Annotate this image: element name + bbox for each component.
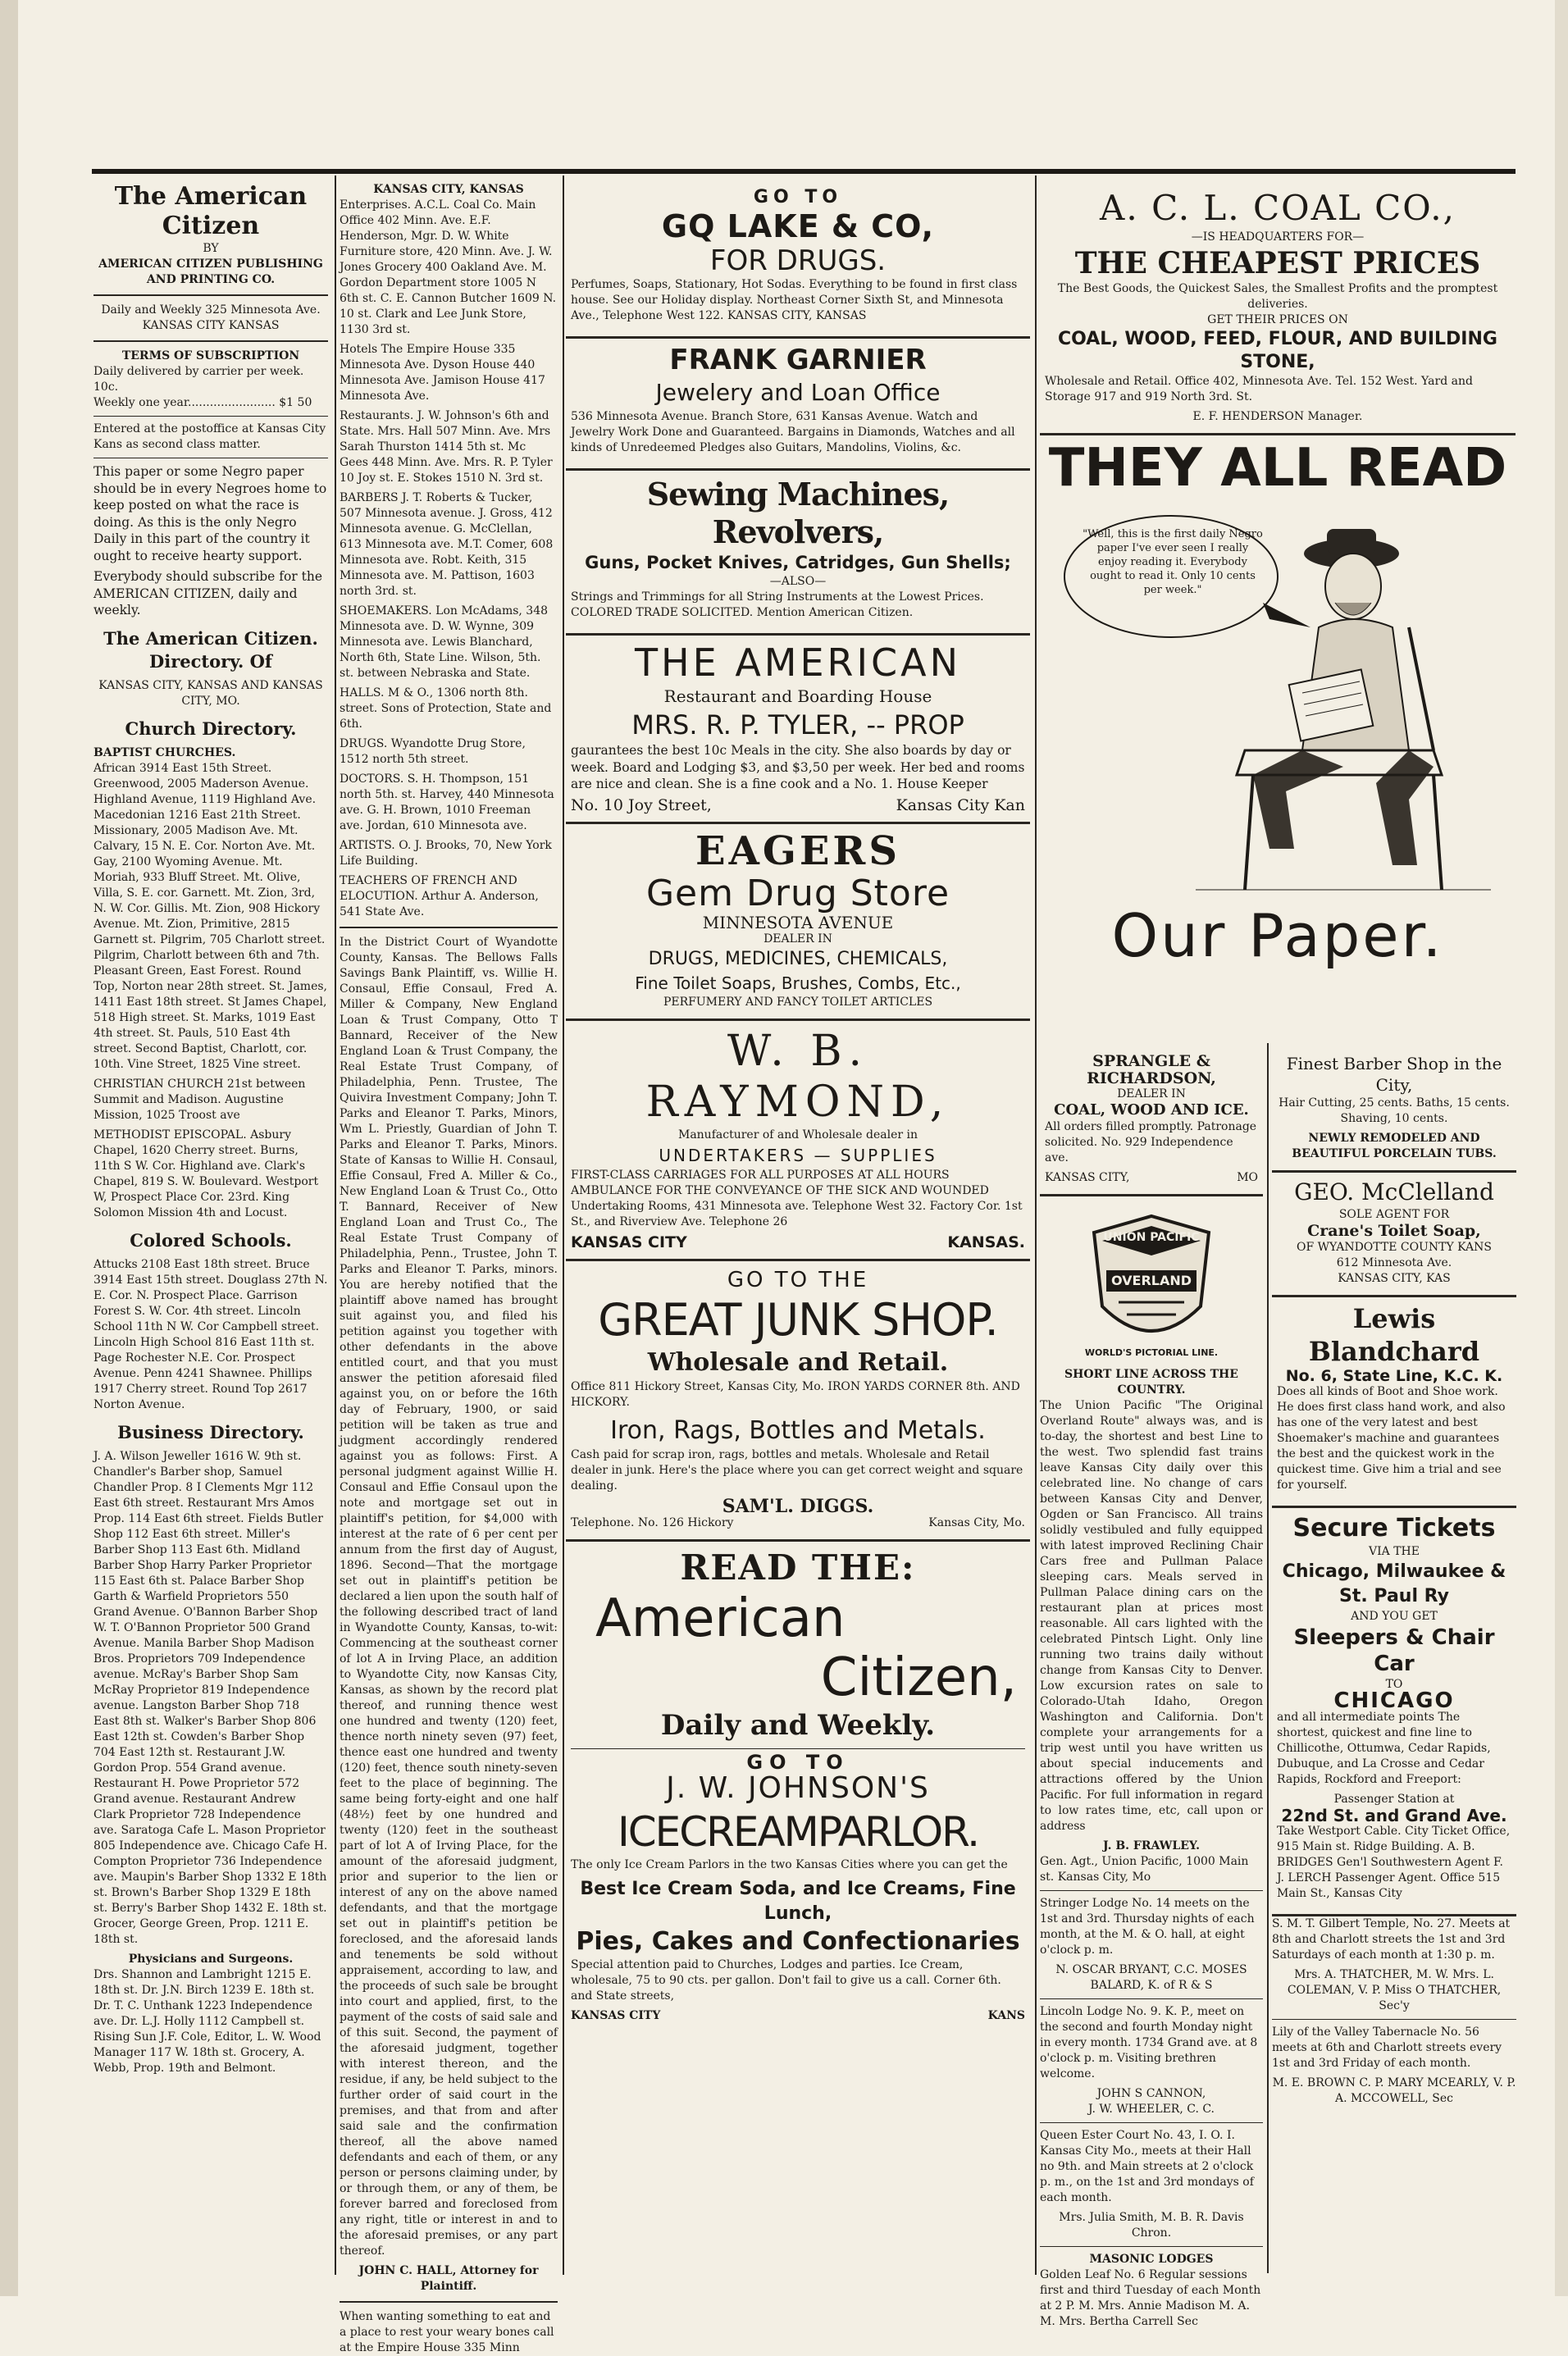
- raymond-title: W. B. RAYMOND,: [645, 1026, 950, 1127]
- tyler-address: No. 10 Joy Street,: [571, 795, 712, 814]
- schools-title: Colored Schools.: [130, 1229, 292, 1251]
- column-4-top: [1040, 182, 1516, 1043]
- lily-tabernacle-signature: M. E. BROWN C. P. MARY MCEARLY, V. P. A. MCCOWELL, Sec: [1272, 2076, 1516, 2105]
- physicians-title: Physicians and Surgeons.: [128, 1952, 294, 1966]
- tickets-avenue: 22nd St. and Grand Ave.: [1281, 1805, 1507, 1825]
- divider: [1040, 1890, 1263, 1891]
- gem-line-1: DRUGS, MEDICINES, CHEMICALS,: [648, 948, 948, 969]
- masthead: The American Citizen: [114, 182, 308, 240]
- publisher: AMERICAN CITIZEN PUBLISHING AND PRINTING CO.: [98, 257, 323, 286]
- methodist-church: METHODIST EPISCOPAL. Asbury Chapel, 1620 Cherry street. Burns, 11th S W. Cor. Highland ave. Clark's Chapel, 819 S. W. Boulevard. Westport W, Prospect Place Cor. 23rd. King Solomon Mission 4th and Locust.: [93, 1128, 319, 1219]
- tickets-body-2: Take Westport Cable. City Ticket Office, 915 Main st. Ridge Building. A. B. BRIDGES Gen'l Southwestern Agent F. J. LERCH Passenger Agent. Office 515 Main St., Kansas City: [1277, 1825, 1511, 1900]
- tickets-body: and all intermediate points The shortest, quickest and fine line to Chillicothe, Ottumwa, Cedar Rapids, Dubuque, and La Crosse and Cedar Rapids, Rockford and Freeport:: [1277, 1710, 1491, 1786]
- johnson-name: J. W. JOHNSON'S: [666, 1771, 930, 1805]
- teachers-list: TEACHERS OF FRENCH AND ELOCUTION. Arthur A. Anderson, 541 State Ave.: [340, 874, 539, 918]
- barber-shop-ad: [1272, 1048, 1516, 1173]
- divider: [93, 294, 328, 296]
- tickets-to: TO: [1385, 1678, 1403, 1691]
- johnson-line-2: Pies, Cakes and Confectionaries: [576, 1927, 1020, 1956]
- johnson-city: KANSAS CITY: [571, 2009, 661, 2022]
- sprangle-state: MO: [1237, 1170, 1258, 1184]
- badge-bottom-text: WORLD'S PICTORIAL LINE.: [1084, 1347, 1219, 1358]
- read-paper-line-2: Citizen,: [820, 1647, 1017, 1708]
- publisher-address: Daily and Weekly 325 Minnesota Ave. KANSAS CITY KANSAS: [101, 303, 321, 332]
- blandchard-address: No. 6, State Line, K.C. K.: [1285, 1366, 1503, 1385]
- raymond-ad: [566, 1021, 1030, 1262]
- enterprises-list: Enterprises. A.C.L. Coal Co. Main Office 402 Minn. Ave. E.F. Henderson, Mgr. D. W. White Furniture store, 420 Minn. Ave. J. W. Jones Grocery 400 Oakland Ave. M. Gordon Department store 1005 N 6th st. C. E. Cannon Butcher 1609 N. 10 st. Clark and Lee Junk Store, 1130 3rd st.: [340, 198, 557, 336]
- coal-headquarters: —IS HEADQUARTERS FOR—: [1191, 230, 1365, 244]
- gem-dealer: DEALER IN: [763, 932, 832, 946]
- lincoln-lodge: Lincoln Lodge No. 9. K. P., meet on the second and fourth Monday night in every month. 1734 Grand ave. at 8 o'clock p. m. Visiting brethren welcome.: [1040, 2004, 1258, 2080]
- divider: [93, 416, 328, 417]
- tickets-railway: Chicago, Milwaukee & St. Paul Ry: [1282, 1561, 1506, 1606]
- gem-line-2: Fine Toilet Soaps, Brushes, Combs, Etc.,: [635, 973, 961, 993]
- sprangle-body: All orders filled promptly. Patronage solicited. No. 929 Independence ave.: [1045, 1119, 1257, 1164]
- johnson-goto: GO TO: [746, 1750, 850, 1774]
- divider: [571, 1748, 1025, 1749]
- tickets-get: AND YOU GET: [1351, 1610, 1438, 1623]
- union-pacific-agent-2: Gen. Agt., Union Pacific, 1000 Main st. Kansas City, Mo: [1040, 1854, 1249, 1884]
- union-pacific-agent: J. B. FRAWLEY.: [1103, 1839, 1200, 1852]
- schools-list: Attucks 2108 East 18th street. Bruce 3914 East 15th street. Douglass 27th N. E. Cor. N. Prospect Place. Garrison Forest S. W. Cor. 4th street. Lincoln School 11th N W. Cor Campbell street. Lincoln High School 816 East 11th st. Page Rochester N.E. Cor. Prospect Avenue. Penn 4241 Shawnee. Phillips 1917 Cherry street. Round Top 2617 Norton Avenue.: [93, 1257, 328, 1411]
- barbers-list: BARBERS J. T. Roberts & Tucker, 507 Minnesota avenue. J. Gross, 412 Minnesota avenue. G. McClellan, 613 Minnesota ave. M.T. Comer, 608 Minnesota ave. Robt. Keith, 315 Minnesota ave. M. Pattison, 1603 north 3rd. st.: [340, 491, 554, 598]
- mcclelland-subtitle: SOLE AGENT FOR: [1338, 1208, 1450, 1221]
- masonic-body: Golden Leaf No. 6 Regular sessions first and third Tuesday of each Month at 2 P. M. Mrs. Annie Madison M. A. M. Mrs. Bertha Carrell Sec: [1040, 2267, 1261, 2328]
- barber-title: Finest Barber Shop in the City,: [1286, 1054, 1502, 1095]
- tickets-chicago: CHICAGO: [1333, 1688, 1455, 1713]
- garnier-name: FRANK GARNIER: [669, 344, 927, 376]
- queen-ester-signature: Mrs. Julia Smith, M. B. R. Davis Chron.: [1059, 2210, 1244, 2240]
- johnson-city-row: [571, 2008, 1025, 2024]
- top-rule: [92, 169, 1516, 174]
- artists-list: ARTISTS. O. J. Brooks, 70, New York Life Building.: [340, 839, 552, 868]
- terms-title: TERMS OF SUBSCRIPTION: [121, 349, 300, 362]
- raymond-city-row: [571, 1234, 1025, 1251]
- stringer-lodge: Stringer Lodge No. 14 meets on the 1st and 3rd. Thursday nights of each month, at the M. & O. hall, at eight o'clock p. m.: [1040, 1896, 1255, 1957]
- raymond-state: KANSAS.: [947, 1233, 1025, 1251]
- sprangle-dealer: DEALER IN: [1117, 1087, 1186, 1101]
- gilbert-temple-signature: Mrs. A. THATCHER, M. W. Mrs. L. COLEMAN, V. P. Miss O THATCHER, Sec'y: [1287, 1968, 1502, 2012]
- american-restaurant-ad: [566, 636, 1030, 824]
- lake-name: GQ LAKE & CO,: [661, 208, 935, 244]
- raymond-city: KANSAS CITY: [571, 1233, 687, 1251]
- sprangle-city-row: [1045, 1170, 1258, 1186]
- directory-title: The American Citizen. Directory. Of: [103, 627, 318, 672]
- junk-title: GREAT JUNK SHOP.: [598, 1294, 998, 1346]
- shoemakers-list: SHOEMAKERS. Lon McAdams, 348 Minnesota ave. D. W. Wynne, 309 Minnesota ave. Lewis Blanchard, North 6th, State Line. Wilson, 5th. st. between Nebraska and State.: [340, 604, 549, 680]
- read-subtitle: Daily and Weekly.: [660, 1708, 936, 1742]
- eagers-title: EAGERS: [695, 828, 900, 874]
- they-all-read: THEY ALL READ: [1048, 438, 1507, 499]
- mcclelland-address: 612 Minnesota Ave.: [1336, 1255, 1452, 1269]
- tyler-city: Kansas City Kan: [896, 795, 1025, 814]
- divider: [1040, 1998, 1263, 1999]
- gilbert-temple: S. M. T. Gilbert Temple, No. 27. Meets at 8th and Charlott streets the 1st and 3rd Saturdays of each month at 1:30 p. m.: [1272, 1917, 1511, 1962]
- drugs-list: DRUGS. Wyandotte Drug Store, 1512 north 5th street.: [340, 737, 526, 766]
- garnier-body: 536 Minnesota Avenue. Branch Store, 631 Kansas Avenue. Watch and Jewelry Work Done and Guaranteed. Bargains in Diamonds, Watches and all kinds of Unredeemed Pledges also Guitars, Mandolins, Violins, &c.: [571, 410, 1015, 454]
- milwaukee-tickets-ad: [1272, 1508, 1516, 1916]
- divider: [340, 927, 558, 928]
- barber-tubs: NEWLY REMODELED AND BEAUTIFUL PORCELAIN TUBS.: [1292, 1132, 1497, 1160]
- sewing-subtitle: Guns, Pocket Knives, Catridges, Gun Shells;: [585, 553, 1011, 572]
- page-edge-right: [1555, 0, 1568, 2296]
- christian-church: CHRISTIAN CHURCH 21st between Summit and Madison. Augustine Mission, 1025 Troost ave: [93, 1077, 306, 1122]
- sewing-machines-ad: [566, 471, 1030, 636]
- coal-manager: E. F. HENDERSON Manager.: [1192, 410, 1363, 423]
- sprangle-ad: [1040, 1048, 1263, 1196]
- eagers-drug-ad: [566, 824, 1030, 1021]
- page-edge-left: [0, 0, 18, 2296]
- mcclelland-county: OF WYANDOTTE COUNTY KANS: [1297, 1240, 1492, 1254]
- doctors-list: DOCTORS. S. H. Thompson, 151 north 5th. st. Harvey, 440 Minnesota ave. G. H. Brown, 1010 Freeman ave. Jordan, 610 Minnesota ave.: [340, 772, 554, 832]
- hotels-list: Hotels The Empire House 335 Minnesota Ave. Dyson House 440 Minnesota Ave. Jamison House 417 Minnesota Ave.: [340, 343, 545, 403]
- american-title: THE AMERICAN: [634, 640, 962, 685]
- lincoln-lodge-signature-2: J. W. WHEELER, C. C.: [1087, 2102, 1215, 2116]
- tyler-address-row: [571, 797, 1025, 814]
- queen-ester-court: Queen Ester Court No. 43, I. O. I. Kansas City Mo., meets at their Hall no 9th. and Main streets at 2 o'clock p. m., on the 1st and 3rd mondays of each month.: [1040, 2128, 1254, 2204]
- empire-house-note: When wanting something to eat and a place to rest your weary bones call at the Empire House 335 Minn: [340, 2310, 554, 2354]
- sewing-title: Sewing Machines, Revolvers,: [646, 476, 950, 550]
- speech-bubble-text: "Well, this is the first daily Negro paper I've ever seen I really enjoy reading it. Everybody ought to read it. Only 10 cents per week.": [1083, 528, 1263, 596]
- sewing-body: Strings and Trimmings for all String Instruments at the Lowest Prices. COLORED TRADE SOLICITED. Mention American Citizen.: [571, 590, 984, 619]
- raymond-body: FIRST-CLASS CARRIAGES FOR ALL PURPOSES AT ALL HOURS AMBULANCE FOR THE CONVEYANCE OF THE SICK AND WOUNDED Undertaking Rooms, 431 Minnesota ave. Telephone West 32. Factory Cor. 1st St., and Riverview Ave. Telephone 26: [571, 1168, 1023, 1228]
- lake-goto: GO TO: [753, 187, 843, 207]
- tickets-via: VIA THE: [1369, 1545, 1420, 1558]
- sewing-also: —ALSO—: [769, 575, 827, 588]
- american-subtitle: Restaurant and Boarding House: [663, 686, 932, 706]
- junk-body-2: Cash paid for scrap iron, rags, bottles and metals. Wholesale and Retail dealer in junk. Here's the place where you can get correct weight and square dealing.: [571, 1448, 1023, 1492]
- directory-subtitle: KANSAS CITY, KANSAS AND KANSAS CITY, MO.: [98, 678, 323, 708]
- column-divider: [563, 175, 564, 2275]
- divider: [93, 340, 328, 342]
- masthead-by: BY: [203, 242, 219, 255]
- column-4-bottom: [1040, 1048, 1263, 2328]
- read-paper-line-1: American: [595, 1588, 846, 1649]
- johnson-state: KANS: [987, 2009, 1025, 2022]
- junk-owner: SAM'L. DIGGS.: [722, 1496, 874, 1517]
- tyler-body: gaurantees the best 10c Meals in the city. She also boards by day or week. Board and Lodging $3, and $3,50 per week. Her bed and rooms are nice and clean. She is a fine cook and a No. 1. House Keeper: [571, 743, 1025, 791]
- entered-notice: Entered at the postoffice at Kansas City Kans as second class matter.: [93, 422, 326, 451]
- union-pacific-body: The Union Pacific "The Original Overland Route" always was, and is to-day, the shortest and best Line to the west. Two splendid fast trains leave Kansas City daily over this celebrated line. No change of cars between Kansas City and Denver, Ogden or San Francisco. All trains solidly vestibuled and fully equipped with latest improved Reclining Chair Cars free and Pullman Palace sleeping cars. Meals served in Pullman Palace dining cars on the restaurant plan at prices most reasonable. All cars lighted with the celebrated Pintsch Light. Only line running two trains daily without change from Kansas City to Denver. Low excursion rates on sale to Colorado-Utah Idaho, Oregon Washington and California. Don't complete your arrangements for a trip west until you have written us about special inducements and attractions offered by the Union Pacific. For full information in regard to low rates time, etc, call upon or address: [1040, 1398, 1263, 1833]
- lake-body: Perfumes, Soaps, Stationary, Hot Sodas. Everything to be found in first class house. See our Holiday display. Northeast Corner Sixth St, and Minnesota Ave., Telephone West 122. KANSAS CITY, KANSAS: [571, 278, 1018, 322]
- junk-phone-row: [571, 1515, 1025, 1531]
- column-3: [566, 182, 1030, 2278]
- legal-notice: In the District Court of Wyandotte County, Kansas. The Bellows Falls Savings Bank Plaintiff, vs. Willie H. Consaul, Effie Consaul, Fred A. Miller & Company, New England Loan & Trust Company, Otto T Bannard, Receiver of the New England Loan & Trust Company, the Real Estate Trust Company, of Philadelphia, Penn. Trustee, The Quivira Investment Company; John T. Parks and Eleanor T. Parks, Minors, Wm L. Priestly, Guardian of John T. Parks and Eleanor T. Parks, Minors. State of Kansas to Willie H. Consaul, Effie Consaul, Fred A. Miller & Co., New England Loan & Trust Co., Otto T. Bannard, Receiver of New England Loan and Trust Co., The Real Estate Trust Company of Philadelphia, Penn., Trustee, John T. Parks and Eleanor T. Parks, minors. You are hereby notified that the plaintiff above named has brought suit against you, and filed his petition against you together with other defendants in the above entitled court, and that you must answer the petition aforesaid filed against you, on or before the 16th day of February, 1900, or said petition will be taken as true and judgment accordingly rendered against you as follows: First. A personal judgment against Willie H. Consaul and Effie Consaul upon the note and mortgage set out in plaintiff's petition, for $4,000 with interest at the rate of 6 per cent per annum from the first day of August, 1896. Second—That the mortgage set out in plaintiff's petition be declared a lien upon the south half of the following described tract of land in Wyandotte County, Kansas, to-wit: Commencing at the southeast corner of lot A in Irving Place, an addition to Wyandotte City, now Kansas City, Kansas, as shown by the record plat thereof, and running thence west one hundred and twenty (120) feet, thence north ninety seven (97) feet, thence east one hundred and twenty (120) feet, thence south ninety-seven feet to the place of beginning. The same being forty-eight and one half (48½) feet by one hundred and twenty (120) feet in the southeast part of lot A of Irving Place, for the amount of the aforesaid judgment, prior and superior to the lien or interest of any on the above named defendants, and that the mortgage set out in plaintiff's petition be foreclosed, and the aforesaid lands and tenements be sold without appraisement, according to law, and the proceeds of such sale be brought into court and applied, first, to the payment of the costs of said sale and of this suit. Second, the payment of the aforesaid judgment, together with interest thereon, and the residue, if any, be held subject to the further order of said court in the premises, and that from and after said sale and the confirmation thereof, all the above named defendants and each of them, or any person or persons claiming under, by or through them, or any of them, be forever barred and foreclosed from any right, title or interest in and to the aforesaid premises, or any part thereof.: [340, 936, 558, 2258]
- barber-body: Hair Cutting, 25 cents. Baths, 15 cents. Shaving, 10 cents.: [1279, 1096, 1510, 1125]
- junk-shop-ad: [566, 1261, 1030, 1542]
- read-american-citizen-ad: [566, 1542, 1030, 2033]
- business-list: J. A. Wilson Jeweller 1616 W. 9th st. Chandler's Barber shop, Samuel Chandler Prop. 8 I Clements Mgr 112 East 6th street. Restaurant Mrs Amos Prop. 114 East 6th street. Fields Butler Shop 112 East 6th street. Miller's Barber Shop 113 East 6th. Midland Barber Shop Harry Parker Proprietor 115 East 6th st. Palace Barber Shop Garth & Warfield Proprietors 550 Grand Avenue. O'Bannon Barber Shop W. T. O'Bannon Proprietor 500 Grand Avenue. Manila Barber Shop Madison Bros. Proprietors 709 Independence avenue. McRay's Barber Shop Sam McRay Proprietor 819 Independence avenue. Langston Barber Shop 718 East 8th st. Walker's Barber Shop 806 East 12th st. Cowden's Barber Shop 704 East 12th st. Restaurant J.W. Gordon Prop. 554 Grand avenue. Restaurant H. Powe Proprietor 572 Grand avenue. Restaurant Andrew Clark Proprietor 728 Independence ave. Saratoga Cafe L. Mason Proprietor 805 Independence ave. Chicago Cafe H. Compton Proprietor 736 Independence ave. Maupin's Barber Shop 1332 E 18th st. Brown's Barber Shop 1329 E 18th st. Berry's Barber Shop 1432 E. 18th st. Grocer, George Green, Prop. 1211 E. 18th st.: [93, 1449, 328, 1946]
- church-directory-title: Church Directory.: [125, 718, 297, 739]
- read-title: READ THE:: [680, 1547, 916, 1588]
- lily-tabernacle: Lily of the Valley Tabernacle No. 56 meets at 6th and Charlott streets every 1st and 3rd Friday of each month.: [1272, 2026, 1502, 2070]
- badge-mid-text: OVERLAND: [1110, 1272, 1192, 1288]
- mcclelland-soap: Crane's Toilet Soap,: [1307, 1222, 1481, 1240]
- divider: [1040, 2122, 1263, 2123]
- stringer-lodge-signature: N. OSCAR BRYANT, C.C. MOSES BALARD, K. of R & S: [1055, 1962, 1247, 1992]
- mcclelland-city: KANSAS CITY, KAS: [1338, 1271, 1451, 1285]
- garnier-ad: [566, 339, 1030, 471]
- coal-body-2: Wholesale and Retail. Office 402, Minnesota Ave. Tel. 152 West. Yard and Storage 917 and 919 North 3rd. St.: [1045, 375, 1473, 403]
- lake-subtitle: FOR DRUGS.: [709, 244, 887, 277]
- subscribe-note: Everybody should subscribe for the AMERICAN CITIZEN, daily and weekly.: [93, 569, 322, 617]
- tyler-name: MRS. R. P. TYLER, -- PROP: [631, 709, 964, 741]
- coal-prices: THE CHEAPEST PRICES: [1074, 246, 1481, 280]
- junk-body: Office 811 Hickory Street, Kansas City, Mo. IRON YARDS CORNER 8th. AND HICKORY.: [571, 1380, 1020, 1409]
- mcclelland-ad: [1272, 1173, 1516, 1297]
- garnier-subtitle: Jewelery and Loan Office: [655, 379, 941, 406]
- column-divider: [335, 175, 336, 2275]
- badge-top-text: UNION PACIFIC: [1103, 1230, 1200, 1244]
- blandchard-ad: [1272, 1297, 1516, 1509]
- coal-items: COAL, WOOD, FEED, FLOUR, AND BUILDING STONE,: [1058, 329, 1497, 372]
- divider: [340, 2301, 558, 2303]
- johnson-body: The only Ice Cream Parlors in the two Kansas Cities where you can get the: [571, 1858, 1008, 1871]
- junk-items: Iron, Rags, Bottles and Metals.: [610, 1416, 986, 1445]
- raymond-undertakers: UNDERTAKERS — SUPPLIES: [659, 1145, 937, 1165]
- divider: [1040, 2246, 1263, 2247]
- lake-drugs-ad: [566, 182, 1030, 339]
- our-paper: Our Paper.: [1111, 901, 1444, 970]
- johnson-title: ICECREAMPARLOR.: [617, 1808, 979, 1856]
- junk-goto: GO TO THE: [727, 1268, 869, 1292]
- coal-body: The Best Goods, the Quickest Sales, the Smallest Profits and the promptest deliveries.: [1057, 282, 1498, 311]
- tickets-cars: Sleepers & Chair Car: [1293, 1625, 1495, 1676]
- column-2: [340, 182, 558, 2354]
- terms-weekly: Weekly one year........................ $1 50: [93, 396, 312, 409]
- sprangle-city: KANSAS CITY,: [1045, 1170, 1130, 1184]
- blandchard-name: Lewis Blandchard: [1308, 1302, 1480, 1367]
- column-divider: [1267, 1043, 1269, 2273]
- column-1: [93, 182, 328, 2273]
- terms-daily: Daily delivered by carrier per week. 10c.: [93, 365, 304, 394]
- tickets-station: Passenger Station at: [1333, 1792, 1455, 1806]
- sprangle-name: SPRANGLE & RICHARDSON,: [1087, 1052, 1216, 1087]
- union-pacific-title: SHORT LINE ACROSS THE COUNTRY.: [1064, 1367, 1238, 1397]
- sprangle-items: COAL, WOOD AND ICE.: [1054, 1101, 1249, 1119]
- reading-man-illustration: [1048, 504, 1507, 898]
- divider: [1272, 2019, 1516, 2020]
- physicians-list: Drs. Shannon and Lambright 1215 E. 18th st. Dr. J.N. Birch 1239 E. 18th st. Dr. T. C. Unthank 1223 Independence ave. Dr. L.J. Holly 1112 Campbell st. Rising Sun J.F. Cole, Editor, L. W. Wood Manager 117 W. 18th st. Grocery, A. Webb, Prop. 19th and Belmont.: [93, 1967, 321, 2075]
- mcclelland-name: GEO. McClelland: [1294, 1178, 1494, 1205]
- column-2-heading: KANSAS CITY, KANSAS: [373, 183, 524, 196]
- masonic-title: MASONIC LODGES: [1089, 2252, 1214, 2266]
- column-5: [1272, 1048, 1516, 2275]
- coal-company-ad: [1040, 182, 1516, 435]
- paper-note: This paper or some Negro paper should be in every Negroes home to keep posted on what the race is doing. As this is the only Negro Daily in this part of the country it ought to receive hearty support.: [93, 464, 327, 563]
- tickets-title: Secure Tickets: [1292, 1514, 1496, 1543]
- baptist-heading: BAPTIST CHURCHES.: [93, 745, 236, 759]
- gem-title: Gem Drug Store: [645, 873, 950, 914]
- legal-signature: JOHN C. HALL, Attorney for Plaintiff.: [358, 2264, 539, 2293]
- union-pacific-shield-icon: [1069, 1200, 1233, 1364]
- junk-phone: Telephone. No. 126 Hickory: [571, 1515, 734, 1529]
- church-list: African 3914 East 15th Street. Greenwood, 2005 Maderson Avenue. Highland Avenue, 1119 Highland Ave. Macedonian 1216 East 21th Street. Missionary, 2005 Madison Ave. Mt. Calvary, 15 N. E. Cor. Norton Ave. Mt. Gay, 2100 Wyoming Avenue. Mt. Moriah, 933 Bluff Street. Mt. Olive, Villa, S. E. cor. Garnett. Mt. Zion, 3rd, N. W. Cor. Gillis. Mt. Zion, 908 Hickory Avenue. Mt. Zion, Primitive, 2815 Garnett st. Pilgrim, 705 Charlott street. Pilgrim, Charlott between 6th and 7th. Pleasant Green, East Forest. Round Top, Norton near 28th street. St. James, 1411 East 18th street. St James Chapel, 518 High street. St. Marks, 1019 East 4th street. St. Pauls, 510 East 4th street. Second Baptist, Charlott, cor. 10th. Vine Street, 1825 Vine street.: [93, 761, 328, 1071]
- blandchard-body: Does all kinds of Boot and Shoe work. He does first class hand work, and also has one of the very latest and best Shoemaker's machine and guarantees the best and the quickest work in the quickest time. Give him a trial and see for yourself.: [1277, 1385, 1506, 1492]
- gem-subtitle: MINNESOTA AVENUE: [702, 913, 894, 932]
- coal-title: A. C. L. COAL CO.,: [1100, 188, 1456, 228]
- column-divider: [1035, 175, 1037, 2275]
- johnson-line-1: Best Ice Cream Soda, and Ice Creams, Fine Lunch,: [580, 1879, 1016, 1924]
- business-directory-title: Business Directory.: [117, 1421, 304, 1442]
- coal-get-prices: GET THEIR PRICES ON: [1207, 313, 1348, 326]
- restaurants-list: Restaurants. J. W. Johnson's 6th and State. Mrs. Hall 507 Minn. Ave. Mrs Sarah Thurston 1414 5th st. Mc Gees 448 Minn. Ave. Mrs. R. P. Tyler 10 Joy st. E. Stokes 1510 N. 3rd st.: [340, 409, 553, 485]
- raymond-subtitle: Manufacturer of and Wholesale dealer in: [677, 1128, 918, 1142]
- junk-subtitle: Wholesale and Retail.: [647, 1348, 949, 1377]
- junk-city: Kansas City, Mo.: [928, 1515, 1025, 1529]
- johnson-body-2: Special attention paid to Churches, Lodges and parties. Ice Cream, wholesale, 75 to 90 cts. per gallon. Don't fail to give us a call. Corner 6th. and State streets,: [571, 1958, 1001, 2003]
- gem-line-3: PERFUMERY AND FANCY TOILET ARTICLES: [663, 995, 933, 1009]
- halls-list: HALLS. M & O., 1306 north 8th. street. Sons of Protection, State and 6th.: [340, 686, 552, 731]
- lincoln-lodge-signature: JOHN S CANNON,: [1096, 2086, 1206, 2100]
